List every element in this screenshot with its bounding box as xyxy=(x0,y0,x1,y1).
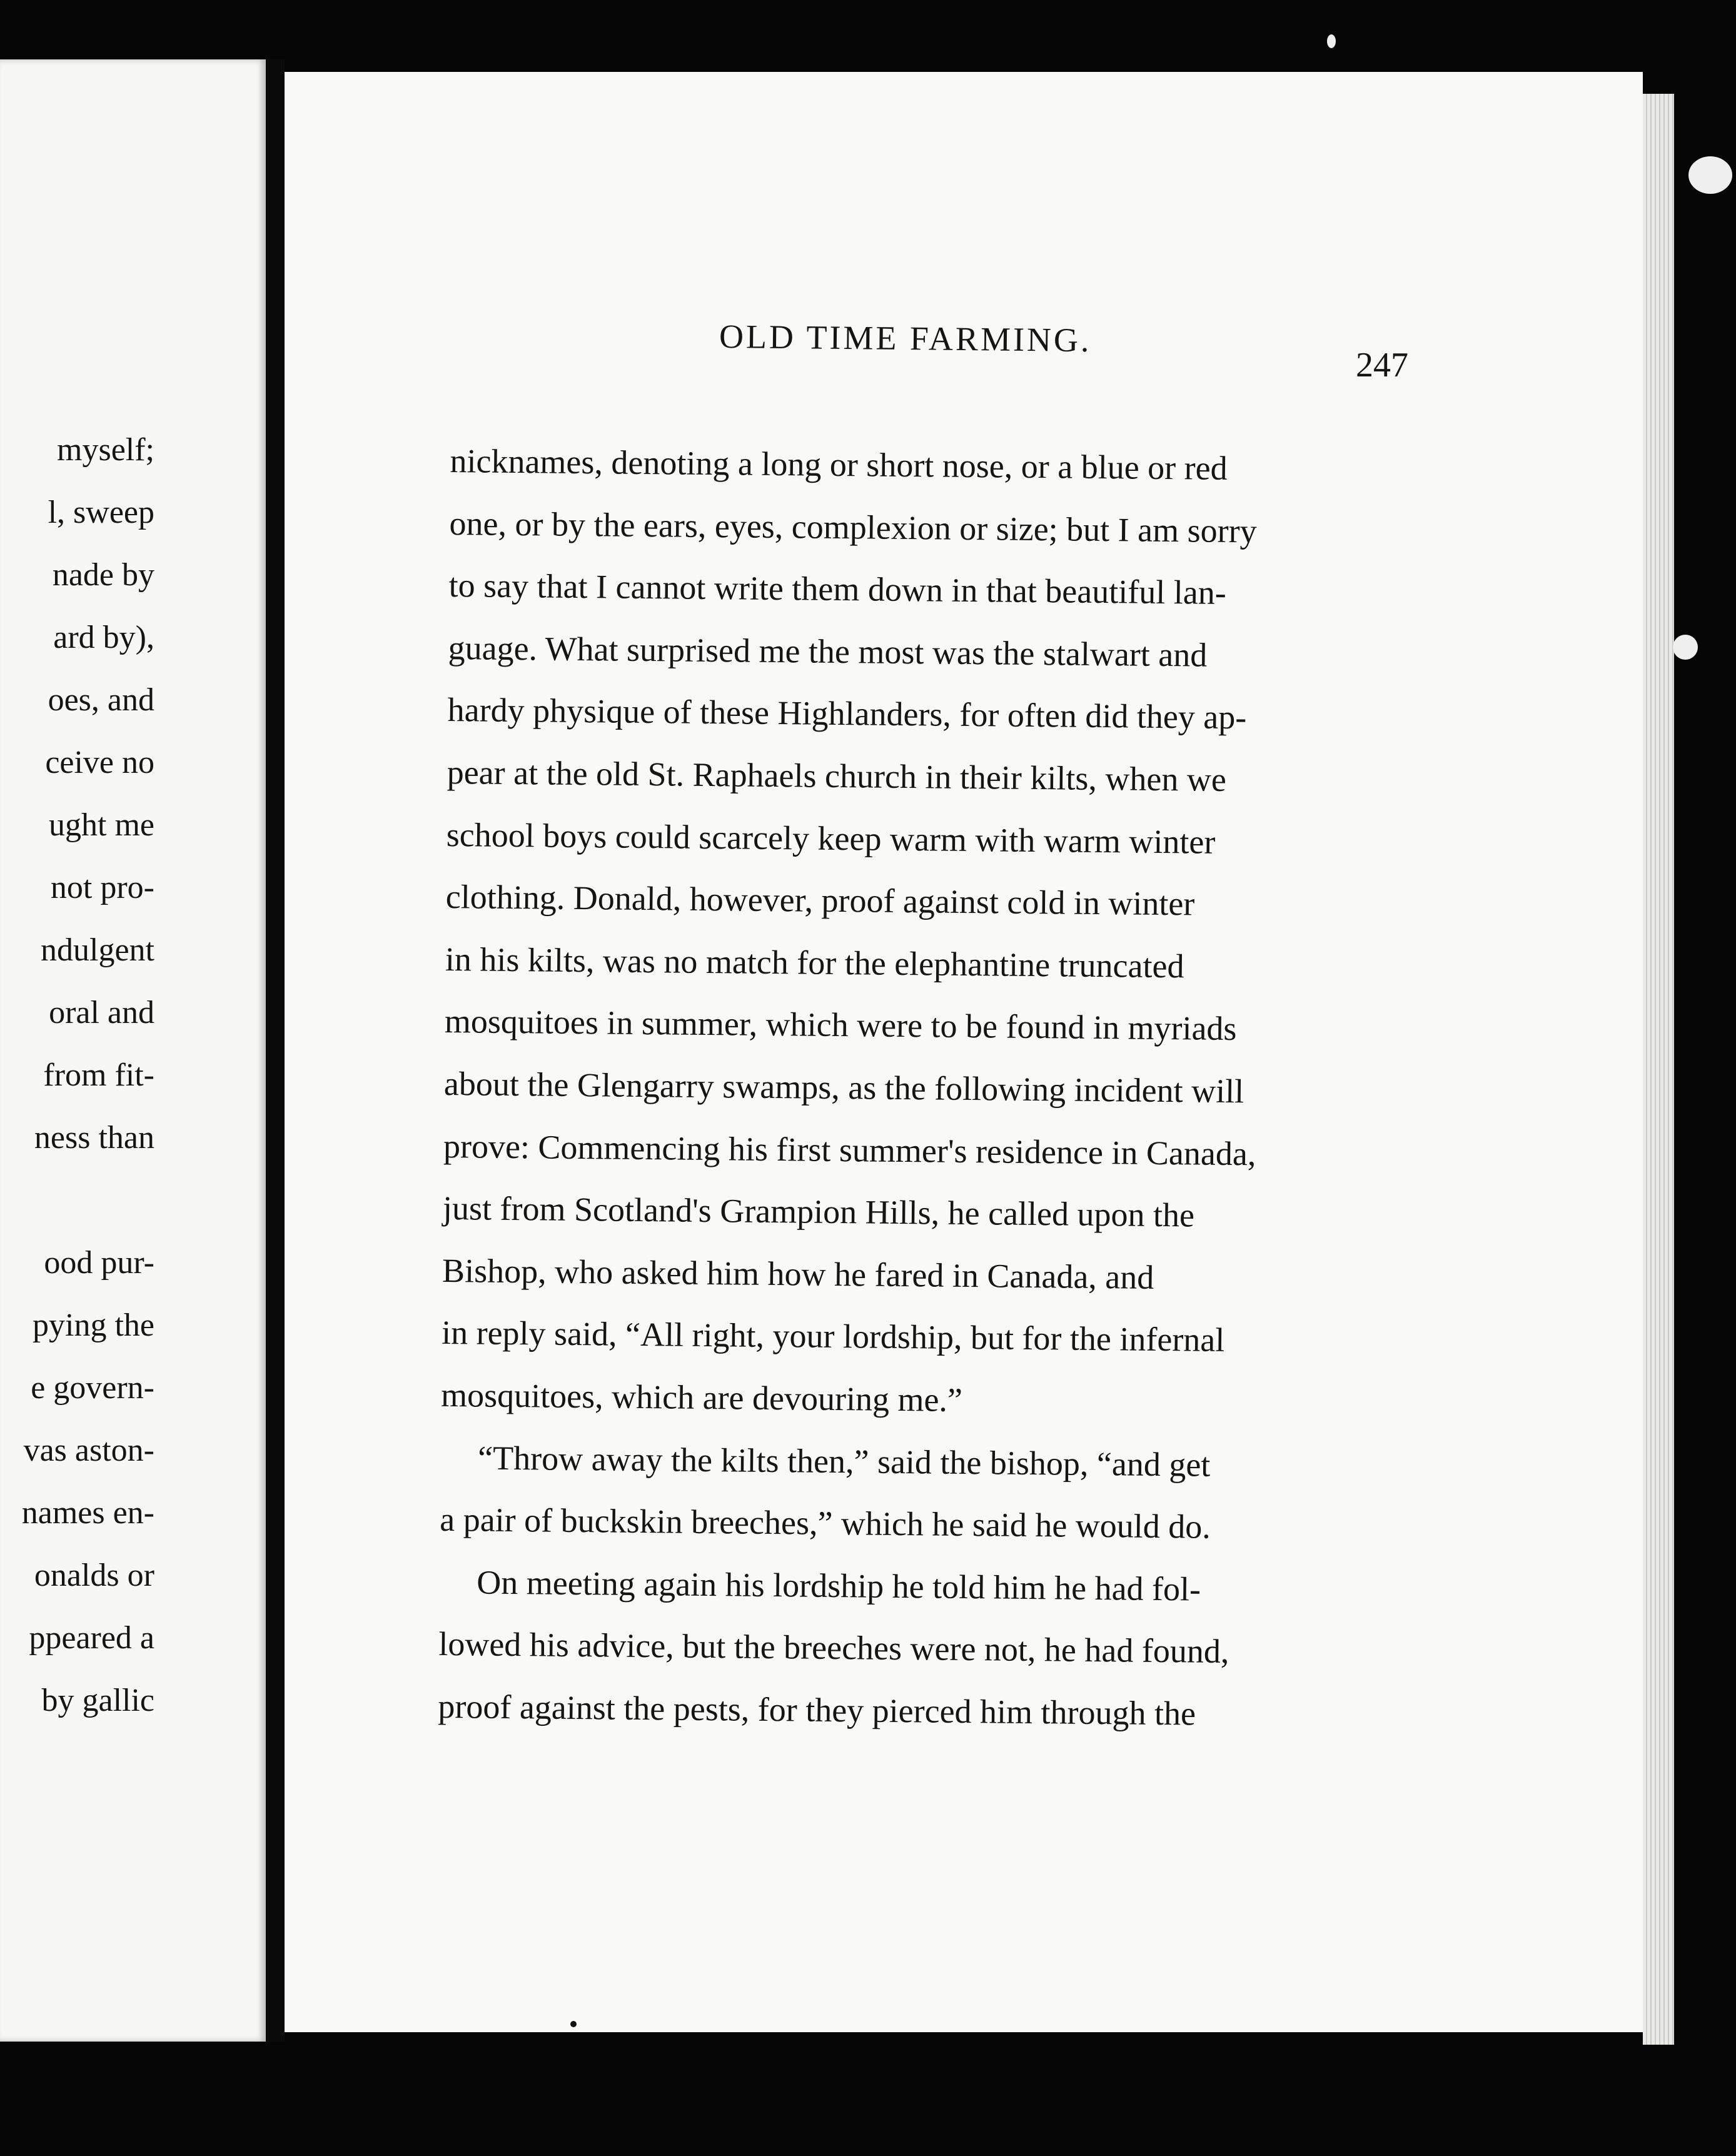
left-page-line: onalds or xyxy=(34,1558,154,1593)
text-line: about the Glengarry swamps, as the following incident will xyxy=(443,1064,1244,1111)
body-text xyxy=(438,430,1413,1747)
left-page-line: names en- xyxy=(21,1495,154,1531)
text-line: lowed his advice, but the breeches were not, he had found, xyxy=(438,1625,1229,1671)
dust-speck xyxy=(1327,34,1336,48)
print-dot xyxy=(570,2021,577,2027)
page-edge xyxy=(1643,94,1674,2045)
text-line: a pair of buckskin breeches,” which he said he would do. xyxy=(439,1501,1211,1546)
left-page-line: by gallic xyxy=(41,1683,154,1718)
left-page-line: ood pur- xyxy=(44,1245,154,1281)
text-line: one, or by the ears, eyes, complexion or size; but I am sorry xyxy=(449,504,1257,550)
left-page-line: oes, and xyxy=(48,682,154,718)
left-page-line: oral and xyxy=(49,995,154,1030)
text-line: Bishop, who asked him how he fared in Canada, and xyxy=(442,1251,1154,1296)
left-page-line: ceive no xyxy=(45,745,154,780)
text-line: pear at the old St. Raphaels church in their kilts, when we xyxy=(447,753,1227,798)
left-page-line: e govern- xyxy=(31,1370,154,1406)
text-line: to say that I cannot write them down in that beautiful lan- xyxy=(448,567,1227,612)
left-page-line: not pro- xyxy=(50,870,154,905)
text-line: clothing. Donald, however, proof against cold in winter xyxy=(445,878,1195,923)
running-head: OLD TIME FARMING. xyxy=(719,317,1092,360)
left-page-line: ard by), xyxy=(53,620,154,655)
page-number: 247 xyxy=(1356,346,1408,385)
text-line: school boys could scarcely keep warm with warm winter xyxy=(446,815,1216,861)
left-page-line: l, sweep xyxy=(48,495,154,530)
left-page-line: ndulgent xyxy=(41,932,154,968)
dust-speck xyxy=(1688,156,1732,194)
text-line: proof against the pests, for they pierced him through the xyxy=(438,1687,1196,1733)
dust-speck xyxy=(1673,635,1698,660)
left-page-line: ught me xyxy=(49,807,154,843)
left-page-line: ppeared a xyxy=(29,1620,154,1656)
text-line: in reply said, “All right, your lordship, but for the infernal xyxy=(441,1314,1225,1359)
left-page-line: ness than xyxy=(34,1120,154,1156)
text-line: On meeting again his lordship he told him he had fol- xyxy=(477,1563,1201,1608)
text-line: just from Scotland's Grampion Hills, he called upon the xyxy=(442,1189,1195,1234)
text-line: nicknames, denoting a long or short nose, or a blue or red xyxy=(450,441,1228,487)
text-line: mosquitoes, which are devouring me.” xyxy=(440,1376,963,1419)
left-page xyxy=(0,59,266,2042)
left-page-line: from fit- xyxy=(43,1057,154,1093)
left-page-line: pying the xyxy=(33,1307,154,1343)
left-page-line: vas aston- xyxy=(23,1433,154,1468)
text-line: hardy physique of these Highlanders, for often did they ap- xyxy=(447,691,1247,737)
text-line: guage. What surprised me the most was the stalwart and xyxy=(448,628,1208,674)
book-spine xyxy=(266,59,285,2042)
left-page-line: myself; xyxy=(57,432,154,468)
text-line: mosquitoes in summer, which were to be found in myriads xyxy=(444,1002,1237,1048)
text-line: prove: Commencing his first summer's residence in Canada, xyxy=(443,1127,1256,1172)
text-line: “Throw away the kilts then,” said the bishop, “and get xyxy=(477,1439,1211,1484)
left-page-line: nade by xyxy=(52,557,154,593)
text-line: in his kilts, was no match for the elephantine truncated xyxy=(445,940,1184,985)
